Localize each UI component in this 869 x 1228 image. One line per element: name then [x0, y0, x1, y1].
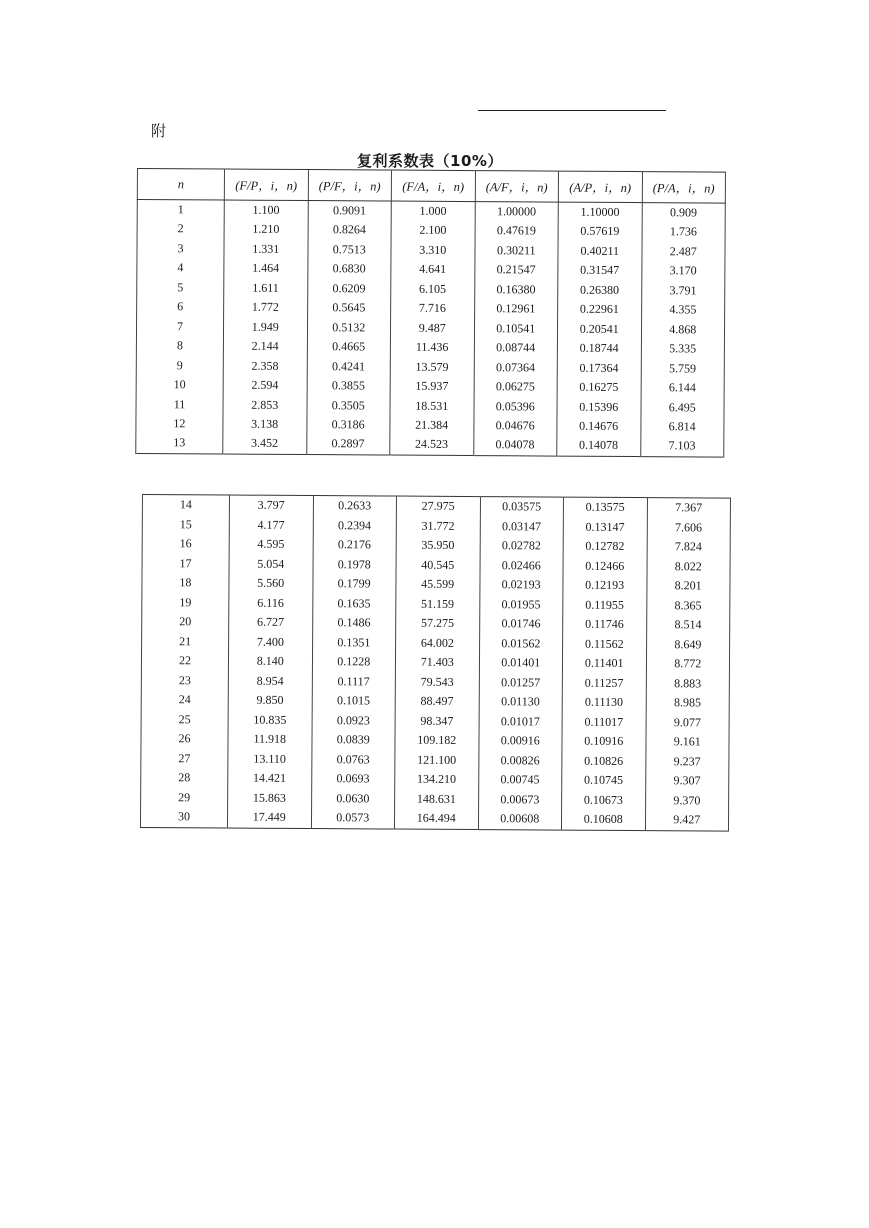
factor-cell: 0.6209 [307, 279, 391, 299]
factor-cell: 121.100 [395, 750, 479, 770]
period-cell: 20 [142, 612, 229, 632]
factor-cell: 6.495 [640, 398, 724, 418]
factor-cell: 1.949 [223, 317, 307, 337]
factor-cell: 0.01746 [479, 614, 563, 634]
factor-cell: 88.497 [395, 692, 479, 712]
factor-cell: 0.30211 [474, 241, 558, 261]
factor-cell: 2.358 [223, 356, 307, 376]
factor-cell: 11.918 [228, 730, 312, 750]
factor-cell: 1.464 [224, 259, 308, 279]
factor-cell: 9.427 [645, 810, 729, 831]
factor-cell: 0.15396 [557, 397, 641, 417]
factor-cell: 0.1486 [312, 613, 396, 633]
period-cell: 29 [141, 787, 228, 807]
factor-cell: 8.985 [646, 693, 730, 713]
factor-cell: 7.716 [391, 299, 475, 319]
factor-cell: 1.210 [224, 220, 308, 240]
factor-cell: 21.384 [390, 416, 474, 436]
factor-cell: 3.138 [223, 415, 307, 435]
factor-cell: 0.14676 [557, 417, 641, 437]
factor-cell: 6.727 [229, 613, 313, 633]
period-cell: 7 [136, 317, 223, 337]
factor-cell: 24.523 [390, 435, 474, 455]
factor-cell: 0.08744 [474, 338, 558, 358]
factor-cell: 1.611 [224, 278, 308, 298]
factor-cell: 9.237 [645, 752, 729, 772]
factor-cell: 0.11401 [562, 654, 646, 674]
factor-cell: 0.01955 [479, 595, 563, 615]
factor-cell: 0.11257 [562, 673, 646, 693]
period-cell: 4 [137, 258, 224, 278]
factor-cell: 8.201 [646, 576, 730, 596]
period-cell: 13 [136, 433, 223, 453]
header-af: (A/F，i，n) [475, 171, 559, 203]
factor-cell: 8.954 [228, 671, 312, 691]
period-cell: 22 [141, 651, 228, 671]
factor-cell: 1.100 [224, 200, 308, 220]
appendix-label: 附 [151, 122, 167, 140]
factor-cell: 0.909 [642, 203, 726, 223]
factor-cell: 0.06275 [474, 377, 558, 397]
factor-cell: 8.649 [646, 635, 730, 655]
factor-cell: 17.449 [227, 808, 311, 829]
factor-cell: 7.103 [640, 437, 724, 457]
factor-cell: 2.594 [223, 376, 307, 396]
compound-interest-table-part1 [135, 168, 726, 457]
factor-cell: 0.22961 [558, 300, 642, 320]
factor-cell: 0.01017 [479, 712, 563, 732]
table-row [140, 807, 728, 831]
factor-cell: 0.10673 [562, 790, 646, 810]
factor-cell: 8.140 [228, 652, 312, 672]
factor-cell: 0.00826 [478, 751, 562, 771]
period-cell: 25 [141, 709, 228, 729]
factor-cell: 9.850 [228, 691, 312, 711]
factor-cell: 5.560 [229, 574, 313, 594]
period-cell: 30 [140, 807, 227, 828]
period-cell: 2 [137, 219, 224, 239]
factor-cell: 3.170 [641, 261, 725, 281]
factor-cell: 8.022 [647, 557, 731, 577]
factor-cell: 0.00916 [478, 731, 562, 751]
period-cell: 14 [142, 495, 229, 516]
factor-cell: 0.00745 [478, 770, 562, 790]
factor-cell: 3.791 [641, 281, 725, 301]
factor-cell: 134.210 [395, 770, 479, 790]
factor-cell: 0.7513 [307, 240, 391, 260]
period-cell: 1 [137, 200, 224, 220]
table-caption: 复利系数表（10%） [357, 152, 503, 170]
factor-cell: 0.4241 [307, 357, 391, 377]
period-cell: 21 [142, 632, 229, 652]
factor-cell: 4.595 [229, 535, 313, 555]
factor-cell: 18.531 [390, 396, 474, 416]
factor-cell: 0.01401 [479, 653, 563, 673]
factor-cell: 0.05396 [473, 397, 557, 417]
period-cell: 27 [141, 748, 228, 768]
factor-cell: 4.177 [229, 515, 313, 535]
factor-cell: 0.57619 [558, 222, 642, 242]
factor-cell: 8.514 [646, 615, 730, 635]
factor-cell: 0.17364 [557, 358, 641, 378]
header-fp: (F/P，i，n) [224, 169, 308, 201]
factor-cell: 5.759 [641, 359, 725, 379]
factor-cell: 0.0839 [311, 730, 395, 750]
factor-cell: 64.002 [396, 633, 480, 653]
period-cell: 26 [141, 729, 228, 749]
factor-cell: 9.487 [390, 318, 474, 338]
factor-cell: 0.00673 [478, 790, 562, 810]
period-cell: 23 [141, 670, 228, 690]
period-cell: 24 [141, 690, 228, 710]
factor-cell: 0.1351 [312, 633, 396, 653]
factor-cell: 0.6830 [307, 259, 391, 279]
factor-cell: 0.13147 [563, 517, 647, 537]
factor-cell: 98.347 [395, 711, 479, 731]
factor-cell: 5.054 [229, 554, 313, 574]
period-cell: 17 [142, 554, 229, 574]
factor-cell: 71.403 [395, 653, 479, 673]
period-cell: 15 [142, 515, 229, 535]
period-cell: 16 [142, 534, 229, 554]
factor-cell: 0.5132 [307, 318, 391, 338]
factor-cell: 9.077 [646, 713, 730, 733]
factor-cell: 0.3505 [306, 396, 390, 416]
factor-cell: 0.16380 [474, 280, 558, 300]
factor-cell: 9.370 [645, 791, 729, 811]
factor-cell: 0.14078 [557, 436, 641, 456]
factor-cell: 0.04078 [473, 435, 557, 455]
factor-cell: 0.5645 [307, 298, 391, 318]
compound-interest-table-part2 [140, 494, 731, 831]
factor-cell: 57.275 [396, 614, 480, 634]
factor-cell: 148.631 [395, 789, 479, 809]
factor-cell: 6.116 [229, 593, 313, 613]
factor-cell: 0.18744 [557, 339, 641, 359]
factor-cell: 0.11130 [562, 693, 646, 713]
factor-cell: 0.02782 [480, 536, 564, 556]
factor-cell: 0.03147 [480, 517, 564, 537]
factor-cell: 0.11955 [563, 595, 647, 615]
factor-cell: 0.1635 [312, 594, 396, 614]
factor-cell: 7.824 [647, 537, 731, 557]
factor-cell: 109.182 [395, 731, 479, 751]
factor-cell: 0.31547 [558, 261, 642, 281]
factor-cell: 0.1015 [312, 691, 396, 711]
factor-cell: 0.0630 [311, 789, 395, 809]
header-pf: (P/F，i，n) [308, 170, 392, 202]
factor-cell: 0.10541 [474, 319, 558, 339]
factor-cell: 0.2897 [306, 434, 390, 454]
factor-cell: 6.144 [641, 378, 725, 398]
factor-cell: 5.335 [641, 339, 725, 359]
factor-cell: 0.1117 [312, 672, 396, 692]
factor-cell: 0.0923 [312, 711, 396, 731]
factor-cell: 1.000 [391, 201, 475, 221]
factor-cell: 0.11017 [562, 712, 646, 732]
factor-cell: 0.1228 [312, 652, 396, 672]
period-cell: 8 [136, 336, 223, 356]
period-cell: 5 [137, 278, 224, 298]
factor-cell: 0.1799 [312, 574, 396, 594]
factor-cell: 2.853 [223, 395, 307, 415]
factor-cell: 2.487 [641, 242, 725, 262]
period-cell: 18 [142, 573, 229, 593]
factor-cell: 8.772 [646, 654, 730, 674]
factor-cell: 0.3186 [306, 415, 390, 435]
factor-cell: 9.161 [645, 732, 729, 752]
period-cell: 3 [137, 239, 224, 259]
factor-cell: 0.2394 [313, 516, 397, 536]
period-cell: 9 [136, 356, 223, 376]
factor-cell: 0.11562 [563, 634, 647, 654]
factor-cell: 0.10608 [561, 810, 645, 831]
factor-cell: 0.04676 [473, 416, 557, 436]
factor-cell: 13.579 [390, 357, 474, 377]
header-rule [478, 110, 666, 111]
factor-cell: 7.367 [647, 498, 731, 519]
factor-cell: 0.12782 [563, 537, 647, 557]
factor-cell: 4.641 [391, 260, 475, 280]
table-body-part1 [136, 200, 726, 457]
factor-cell: 0.12466 [563, 556, 647, 576]
factor-cell: 9.307 [645, 771, 729, 791]
factor-cell: 0.07364 [474, 358, 558, 378]
header-row [137, 169, 725, 204]
period-cell: 19 [142, 593, 229, 613]
factor-cell: 0.21547 [474, 260, 558, 280]
factor-cell: 0.0573 [311, 808, 395, 829]
factor-cell: 0.13575 [563, 497, 647, 518]
header-pa: (P/A，i，n) [642, 172, 726, 204]
factor-cell: 0.8264 [308, 220, 392, 240]
factor-cell: 6.814 [640, 417, 724, 437]
factor-cell: 15.863 [228, 788, 312, 808]
factor-cell: 1.772 [224, 298, 308, 318]
factor-cell: 51.159 [396, 594, 480, 614]
factor-cell: 0.3855 [307, 376, 391, 396]
factor-cell: 7.400 [229, 632, 313, 652]
table-row [136, 433, 724, 457]
factor-cell: 0.01130 [479, 692, 563, 712]
factor-cell: 13.110 [228, 749, 312, 769]
factor-cell: 8.365 [646, 596, 730, 616]
period-cell: 28 [141, 768, 228, 788]
factor-cell: 0.4665 [307, 337, 391, 357]
factor-cell: 3.452 [223, 434, 307, 454]
factor-cell: 0.26380 [558, 280, 642, 300]
factor-cell: 1.00000 [475, 202, 559, 222]
factor-cell: 2.100 [391, 221, 475, 241]
factor-cell: 0.02466 [480, 556, 564, 576]
factor-cell: 0.1978 [313, 555, 397, 575]
factor-cell: 0.12193 [563, 576, 647, 596]
factor-cell: 0.01257 [479, 673, 563, 693]
factor-cell: 40.545 [396, 555, 480, 575]
factor-cell: 0.2176 [313, 535, 397, 555]
factor-cell: 0.0693 [311, 769, 395, 789]
period-cell: 11 [136, 395, 223, 415]
factor-cell: 0.11746 [563, 615, 647, 635]
factor-cell: 11.436 [390, 338, 474, 358]
factor-cell: 0.40211 [558, 241, 642, 261]
period-cell: 6 [137, 297, 224, 317]
factor-cell: 0.10745 [562, 771, 646, 791]
factor-cell: 0.01562 [479, 634, 563, 654]
factor-cell: 10.835 [228, 710, 312, 730]
factor-cell: 0.0763 [311, 750, 395, 770]
factor-cell: 1.736 [642, 223, 726, 243]
factor-cell: 8.883 [646, 674, 730, 694]
factor-cell: 14.421 [228, 769, 312, 789]
factor-cell: 27.975 [396, 496, 480, 517]
factor-cell: 4.868 [641, 320, 725, 340]
factor-cell: 4.355 [641, 300, 725, 320]
factor-cell: 79.543 [395, 672, 479, 692]
factor-cell: 1.331 [224, 239, 308, 259]
factor-cell: 1.10000 [558, 202, 642, 222]
factor-cell: 31.772 [396, 516, 480, 536]
factor-cell: 0.00608 [478, 809, 562, 830]
table-body-part2 [140, 495, 730, 831]
factor-cell: 3.797 [229, 495, 313, 516]
factor-cell: 35.950 [396, 536, 480, 556]
header-ap: (A/P，i，n) [558, 171, 642, 203]
factor-cell: 3.310 [391, 240, 475, 260]
factor-cell: 2.144 [223, 337, 307, 357]
factor-cell: 0.9091 [308, 201, 392, 221]
factor-cell: 164.494 [394, 809, 478, 830]
header-n: n [137, 169, 224, 201]
factor-cell: 0.03575 [480, 497, 564, 518]
factor-cell: 6.105 [391, 279, 475, 299]
factor-cell: 0.20541 [557, 319, 641, 339]
period-cell: 12 [136, 414, 223, 434]
factor-cell: 15.937 [390, 377, 474, 397]
factor-cell: 0.47619 [475, 222, 559, 242]
factor-cell: 45.599 [396, 575, 480, 595]
factor-cell: 0.10826 [562, 751, 646, 771]
period-cell: 10 [136, 375, 223, 395]
factor-cell: 0.02193 [479, 575, 563, 595]
factor-cell: 0.10916 [562, 732, 646, 752]
factor-cell: 0.2633 [313, 496, 397, 517]
header-fa: (F/A，i，n) [391, 170, 475, 202]
factor-cell: 0.16275 [557, 378, 641, 398]
factor-cell: 7.606 [647, 518, 731, 538]
factor-cell: 0.12961 [474, 299, 558, 319]
